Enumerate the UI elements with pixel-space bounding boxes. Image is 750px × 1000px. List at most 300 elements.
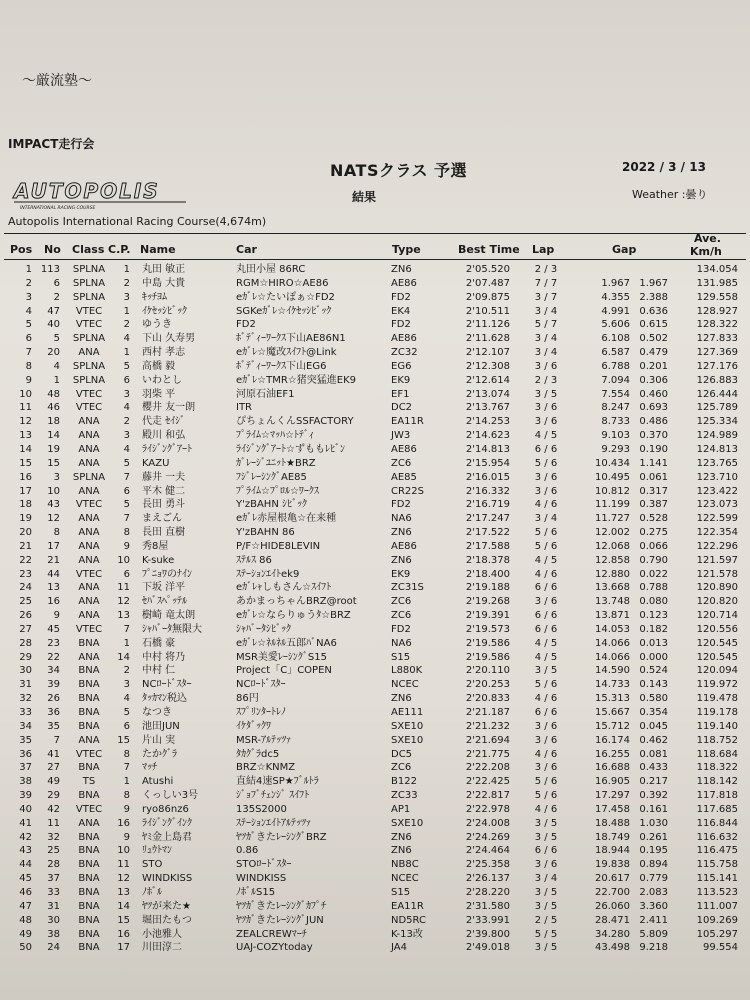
cell-gap2: 0.580 [639,693,668,705]
cell-name: 平木 健二 [142,485,186,497]
cell-lap: 6 / 6 [534,845,558,857]
cell-car: RGM☆HIRO☆AE86 [236,277,329,289]
cell-name: ﾗｲｼﾞﾝｸﾞｲﾝｸ [142,817,192,829]
cell-cls: VTEC [75,305,103,317]
cell-type: FD2 [391,623,411,635]
cell-name: ｲｹｾｯｼﾋﾞｯｸ [142,305,187,317]
cell-gap2: 0.161 [639,803,668,815]
cell-no: 22 [47,651,60,663]
event-title: IMPACT走行会 [8,137,95,151]
cell-name: 長田 直樹 [142,527,186,539]
cell-gap2: 0.387 [639,499,668,511]
cell-gap1: 13.871 [595,610,630,622]
cell-cls: SPLNA [72,291,106,303]
cell-lap: 3 / 6 [534,762,558,774]
cell-car: ﾎﾞﾃﾞｨｰﾜｰｸｽ下山EG6 [236,360,327,372]
cell-best: 2'21.775 [465,748,510,760]
cell-ave: 111.007 [696,900,738,912]
cell-name: Atushi [142,776,174,788]
cell-best: 2'22.978 [465,803,510,815]
cell-name: ﾏｯﾁ [142,762,157,774]
cell-type: ND5RC [391,914,426,926]
cell-name: 中村 将乃 [142,651,186,663]
cell-name: くっしい3号 [142,790,199,802]
cell-gap2: 0.013 [639,637,668,649]
cell-cls: BNA [78,928,100,940]
cell-no: 45 [47,623,60,635]
cell-gap2: 0.615 [639,319,668,331]
cell-no: 49 [47,776,60,788]
col-gap: Gap [612,243,637,256]
table-row [0,886,750,900]
cell-pos: 29 [19,651,32,663]
cell-cp: 11 [117,859,130,871]
cell-no: 28 [47,859,60,871]
cell-type: ZN6 [391,831,412,843]
cell-pos: 35 [19,734,32,746]
cell-car: eｶﾞﾚ☆ﾈﾙﾈﾙ五郎ﾊﾞNA6 [236,637,337,649]
cell-no: 20 [47,347,60,359]
cell-gap2: 0.201 [639,360,668,372]
cell-best: 2'14.623 [465,430,510,442]
cell-gap2: 0.066 [639,540,668,552]
cell-best: 2'09.875 [465,291,510,303]
cell-gap1: 6.788 [601,360,630,372]
cell-no: 113 [40,264,60,275]
cell-car: ﾔﾂｶﾞきたﾚｰｼﾝｸﾞｶﾌﾟﾁ [236,900,326,912]
cell-cls: VTEC [75,402,103,414]
cell-cls: VTEC [75,499,103,511]
cell-type: DC2 [391,402,413,414]
cell-pos: 38 [19,776,32,788]
cell-cp: 14 [117,651,130,663]
cell-no: 5 [53,333,60,345]
cell-cp: 8 [123,790,130,802]
cell-type: NCEC [391,679,419,691]
cell-car: P/F☆HIDE8LEVIN [236,540,321,552]
cell-lap: 3 / 6 [534,859,558,871]
cell-pos: 14 [19,443,32,455]
cell-pos: 34 [19,720,32,732]
cell-cls: VTEC [75,803,103,815]
table-row [0,858,750,872]
cell-lap: 6 / 6 [534,610,558,622]
cell-cls: BNA [78,859,100,871]
cell-name: 羽柴 平 [142,388,176,400]
table-row [0,872,750,886]
cell-gap1: 20.617 [595,873,630,885]
cell-no: 32 [47,831,60,843]
cell-cp: 7 [123,623,130,635]
cell-name: 殿川 和弘 [142,430,186,442]
table-row [0,374,750,388]
cell-gap1: 12.068 [595,540,630,552]
cell-gap2: 0.779 [639,873,668,885]
cell-lap: 5 / 6 [534,679,558,691]
cell-cp: 15 [117,914,130,926]
cell-car: FD2 [236,319,256,331]
cell-no: 39 [47,679,60,691]
cell-gap1: 14.053 [595,623,630,635]
cell-ave: 116.632 [696,831,738,843]
col-no: No [44,243,61,256]
cell-name: 丸田 敏正 [142,264,186,275]
cell-cls: VTEC [75,623,103,635]
cell-cls: BNA [78,914,100,926]
cell-no: 12 [47,513,60,525]
cell-car: ﾔﾂｶﾞきたﾚｰｼﾝｸﾞBRZ [236,831,327,843]
cell-lap: 3 / 4 [534,873,558,885]
cell-gap2: 0.000 [639,651,668,663]
cell-lap: 4 / 6 [534,499,558,511]
cell-best: 2'31.580 [465,900,510,912]
cell-cp: 5 [123,499,130,511]
cell-best: 2'19.586 [465,637,510,649]
cell-type: EA11R [391,416,424,428]
cell-best: 2'12.614 [465,374,510,386]
cell-gap2: 0.195 [639,845,668,857]
cell-cp: 10 [117,554,130,566]
cell-pos: 2 [25,277,32,289]
cell-pos: 10 [19,388,32,400]
cell-car: WINDKISS [236,873,287,885]
cell-best: 2'17.522 [465,527,510,539]
cell-gap1: 13.668 [595,582,630,594]
cell-cp: 2 [123,319,130,331]
cell-car: Y'zBAHN ｼﾋﾞｯｸ [236,499,307,511]
cell-name: 下坂 洋平 [142,582,186,594]
cell-lap: 3 / 6 [534,485,558,497]
cell-cls: ANA [78,596,100,608]
cell-gap2: 1.030 [639,817,668,829]
cell-no: 36 [47,707,60,718]
cell-name: 藤井 一夫 [142,471,186,483]
cell-gap2: 1.141 [639,457,668,469]
cell-pos: 26 [19,610,32,622]
cell-pos: 25 [19,596,32,608]
cell-cls: BNA [78,873,100,885]
cell-cls: BNA [78,637,100,649]
cell-ave: 118.322 [696,762,738,774]
cell-gap1: 14.733 [595,679,630,691]
table-row [0,401,750,415]
table-row [0,623,750,637]
cell-best: 2'11.628 [465,333,510,345]
cell-cls: SPLNA [72,360,106,372]
cell-pos: 48 [19,914,32,926]
table-row [0,291,750,305]
table-row [0,706,750,720]
cell-no: 31 [47,900,60,912]
table-row [0,803,750,817]
cell-ave: 124.989 [696,430,738,442]
cell-cp: 17 [117,942,130,954]
cell-best: 2'13.074 [465,388,510,400]
cell-ave: 117.685 [696,803,738,815]
weather-label: Weather :曇り [632,188,708,201]
cell-car: SGKeｶﾞﾚ☆ｲｹｾｯｼﾋﾞｯｸ [236,305,332,317]
cell-ave: 120.714 [696,610,738,622]
cell-car: ｼｬﾊﾞｰﾀｼﾋﾞｯｸ [236,623,291,635]
logo-wordmark: AUTOPOLIS [14,179,160,203]
table-row [0,900,750,914]
cell-best: 2'22.817 [465,790,510,802]
cell-ave: 134.054 [696,264,738,275]
cell-best: 2'22.425 [465,776,510,788]
cell-name: NCﾛｰﾄﾞｽﾀｰ [142,679,192,691]
cell-type: AE86 [391,443,417,455]
cell-ave: 116.844 [696,817,738,829]
cell-ave: 118.684 [696,748,738,760]
cell-type: K-13改 [391,928,423,940]
cell-cls: ANA [78,610,100,622]
cell-type: DC5 [391,748,413,760]
cell-gap1: 16.174 [595,734,630,746]
cell-no: 48 [47,388,60,400]
cell-gap1: 9.103 [601,430,630,442]
cell-car: Project「C」COPEN [236,665,332,677]
cell-gap1: 22.700 [595,886,630,898]
cell-name: ﾔﾂが来た★ [142,900,191,912]
cell-type: SXE10 [391,720,424,732]
cell-ave: 128.322 [696,319,738,331]
cell-ave: 119.478 [696,693,738,705]
cell-cls: BNA [78,720,100,732]
cell-cp: 8 [123,748,130,760]
cell-cp: 6 [123,568,130,580]
cell-name: 秀8屋 [142,540,169,552]
cell-lap: 3 / 6 [534,471,558,483]
cell-lap: 4 / 5 [534,430,558,442]
cell-pos: 9 [25,374,32,386]
cell-gap2: 0.354 [639,707,668,718]
col-class: Class [72,243,105,256]
cell-cp: 13 [117,886,130,898]
cell-ave: 121.597 [696,554,738,566]
cell-best: 2'07.487 [465,277,510,289]
cell-lap: 3 / 4 [534,305,558,317]
cell-lap: 4 / 6 [534,803,558,815]
cell-gap1: 19.838 [595,859,630,871]
cell-type: ZC33 [391,790,418,802]
cell-ave: 122.599 [696,513,738,525]
cell-cls: BNA [78,900,100,912]
cell-type: EF1 [391,388,410,400]
cell-gap2: 0.143 [639,679,668,691]
cell-ave: 125.334 [696,416,738,428]
cell-best: 2'19.391 [465,610,510,622]
cell-gap2: 0.636 [639,305,668,317]
cell-type: SXE10 [391,817,424,829]
table-row [0,415,750,429]
cell-gap2: 5.809 [639,928,668,940]
cell-gap1: 11.199 [595,499,630,511]
cell-cp: 16 [117,928,130,940]
cell-ave: 122.354 [696,527,738,539]
table-row [0,720,750,734]
cell-cls: TS [82,776,96,788]
cell-lap: 4 / 6 [534,568,558,580]
cell-car: STOﾛｰﾄﾞｽﾀｰ [236,859,292,871]
cell-lap: 5 / 6 [534,457,558,469]
cell-name: K-suke [142,554,175,566]
cell-no: 25 [47,845,60,857]
table-row [0,263,750,277]
cell-pos: 18 [19,499,32,511]
table-row [0,831,750,845]
cell-type: ZN6 [391,554,412,566]
cell-ave: 123.710 [696,471,738,483]
cell-car: eｶﾞﾚ☆たいぽぁ☆FD2 [236,291,335,303]
table-row [0,540,750,554]
cell-no: 17 [47,540,60,552]
cell-no: 37 [47,873,60,885]
cell-type: NA6 [391,513,412,525]
cell-pos: 27 [19,623,32,635]
cell-car: eｶﾞﾚ☆魔改ｽｲﾌﾄ@Link [236,347,337,359]
cell-type: S15 [391,651,411,663]
cell-pos: 30 [19,665,32,677]
cell-type: S15 [391,886,411,898]
cell-ave: 119.972 [696,679,738,691]
cell-type: L880K [391,665,423,677]
cell-best: 2'16.719 [465,499,510,511]
cell-car: あかまっちゃんBRZ@root [236,596,357,608]
cell-type: EK9 [391,374,411,386]
cell-type: NA6 [391,637,412,649]
cell-type: NB8C [391,859,419,871]
table-row [0,277,750,291]
cell-gap1: 17.458 [595,803,630,815]
organizer-label: ～厳流塾～ [22,73,92,89]
cell-name: いわとし [142,374,182,386]
cell-cls: ANA [78,817,100,829]
cell-car: MSR美愛ﾚｰｼﾝｸﾞS15 [236,651,327,663]
cell-gap2: 0.123 [639,610,668,622]
cell-gap2: 0.275 [639,527,668,539]
cell-cp: 3 [123,388,130,400]
cell-gap1: 17.297 [595,790,630,802]
cell-car: NCﾛｰﾄﾞｽﾀｰ [236,679,286,691]
cell-cls: SPLNA [72,471,106,483]
cell-gap2: 0.190 [639,443,668,455]
cell-gap1: 5.606 [601,319,630,331]
cell-cp: 12 [117,596,130,608]
cell-pos: 4 [25,305,32,317]
cell-pos: 42 [19,831,32,843]
cell-name: ｷｯﾁﾖﾑ [142,291,167,303]
cell-no: 7 [53,734,60,746]
cell-type: ZC6 [391,610,412,622]
cell-no: 40 [47,319,60,331]
cell-gap1: 10.434 [595,457,630,469]
cell-type: ZC32 [391,347,418,359]
cell-cls: BNA [78,693,100,705]
cell-ave: 122.296 [696,540,738,552]
cell-ave: 129.558 [696,291,738,303]
cell-ave: 109.269 [696,914,738,926]
cell-name: ryo86nz6 [142,803,189,815]
cell-gap1: 16.688 [595,762,630,774]
cell-best: 2'39.800 [465,928,510,940]
cell-car: eｶﾞﾚｬしもさん☆ｽｲﾌﾄ [236,582,332,594]
cell-type: CR22S [391,485,425,497]
table-row [0,844,750,858]
cell-gap1: 28.471 [595,914,630,926]
cell-car: ﾀｶｸﾞﾗdc5 [236,748,280,760]
table-row [0,429,750,443]
cell-lap: 2 / 3 [534,264,558,275]
cell-ave: 120.556 [696,623,738,635]
cell-gap1: 15.712 [595,720,630,732]
cell-cp: 15 [117,734,130,746]
cell-cp: 8 [123,527,130,539]
cell-cp: 5 [123,360,130,372]
cell-gap2: 0.462 [639,734,668,746]
cell-type: ZN6 [391,264,412,275]
cell-cls: BNA [78,762,100,774]
cell-name: ﾗｲｼﾞﾝｸﾞｱｰﾄ [142,443,192,455]
table-row [0,609,750,623]
cell-car: UAJ-COZYtoday [236,942,313,954]
cell-cp: 2 [123,416,130,428]
cell-lap: 5 / 6 [534,527,558,539]
cell-ave: 116.475 [696,845,738,857]
table-row [0,914,750,928]
cell-car: eｶﾞﾚ☆TMR☆猪突猛進EK9 [236,374,357,386]
col-car: Car [236,243,257,256]
cell-car: ﾌﾟﾗｲﾑ☆ﾏｯﾊ☆ﾄﾃﾞｨ [236,430,314,442]
table-row [0,928,750,942]
table-row [0,748,750,762]
cell-gap2: 0.502 [639,333,668,345]
cell-gap2: 0.788 [639,582,668,594]
cell-cp: 11 [117,582,130,594]
cell-car: eｶﾞﾚ赤屋根亀☆在来種 [236,513,337,525]
cell-no: 11 [47,817,60,829]
cell-lap: 3 / 6 [534,720,558,732]
cell-gap1: 6.587 [601,347,630,359]
cell-cls: BNA [78,707,100,718]
cell-pos: 50 [19,942,32,954]
cell-lap: 3 / 5 [534,831,558,843]
cell-lap: 6 / 6 [534,707,558,718]
cell-type: ZC31S [391,582,424,594]
cell-gap1: 4.991 [601,305,630,317]
table-row [0,817,750,831]
cell-ave: 119.140 [696,720,738,732]
cell-car: ﾉﾎﾞﾙS15 [236,886,276,898]
cell-cls: ANA [78,554,100,566]
cell-lap: 6 / 6 [534,582,558,594]
cell-cp: 1 [123,305,130,317]
cell-name: ﾘｭｳﾄﾏﾝ [142,845,172,857]
cell-type: ZN6 [391,845,412,857]
cell-ave: 123.765 [696,457,738,469]
cell-best: 2'12.107 [465,347,510,359]
cell-best: 2'25.358 [465,859,510,871]
cell-ave: 127.369 [696,347,738,359]
cell-best: 2'49.018 [465,942,510,954]
cell-car: ﾎﾞﾃﾞｨｰﾜｰｸｽ下山AE86N1 [236,333,346,345]
table-row [0,471,750,485]
cell-car: ｽﾌﾟﾘﾝﾀｰﾄﾚﾉ [236,707,286,718]
cell-cls: BNA [78,845,100,857]
cell-best: 2'17.247 [465,513,510,525]
cell-name: 堀田たもつ [142,914,192,926]
cell-gap1: 14.590 [595,665,630,677]
cell-lap: 3 / 6 [534,734,558,746]
